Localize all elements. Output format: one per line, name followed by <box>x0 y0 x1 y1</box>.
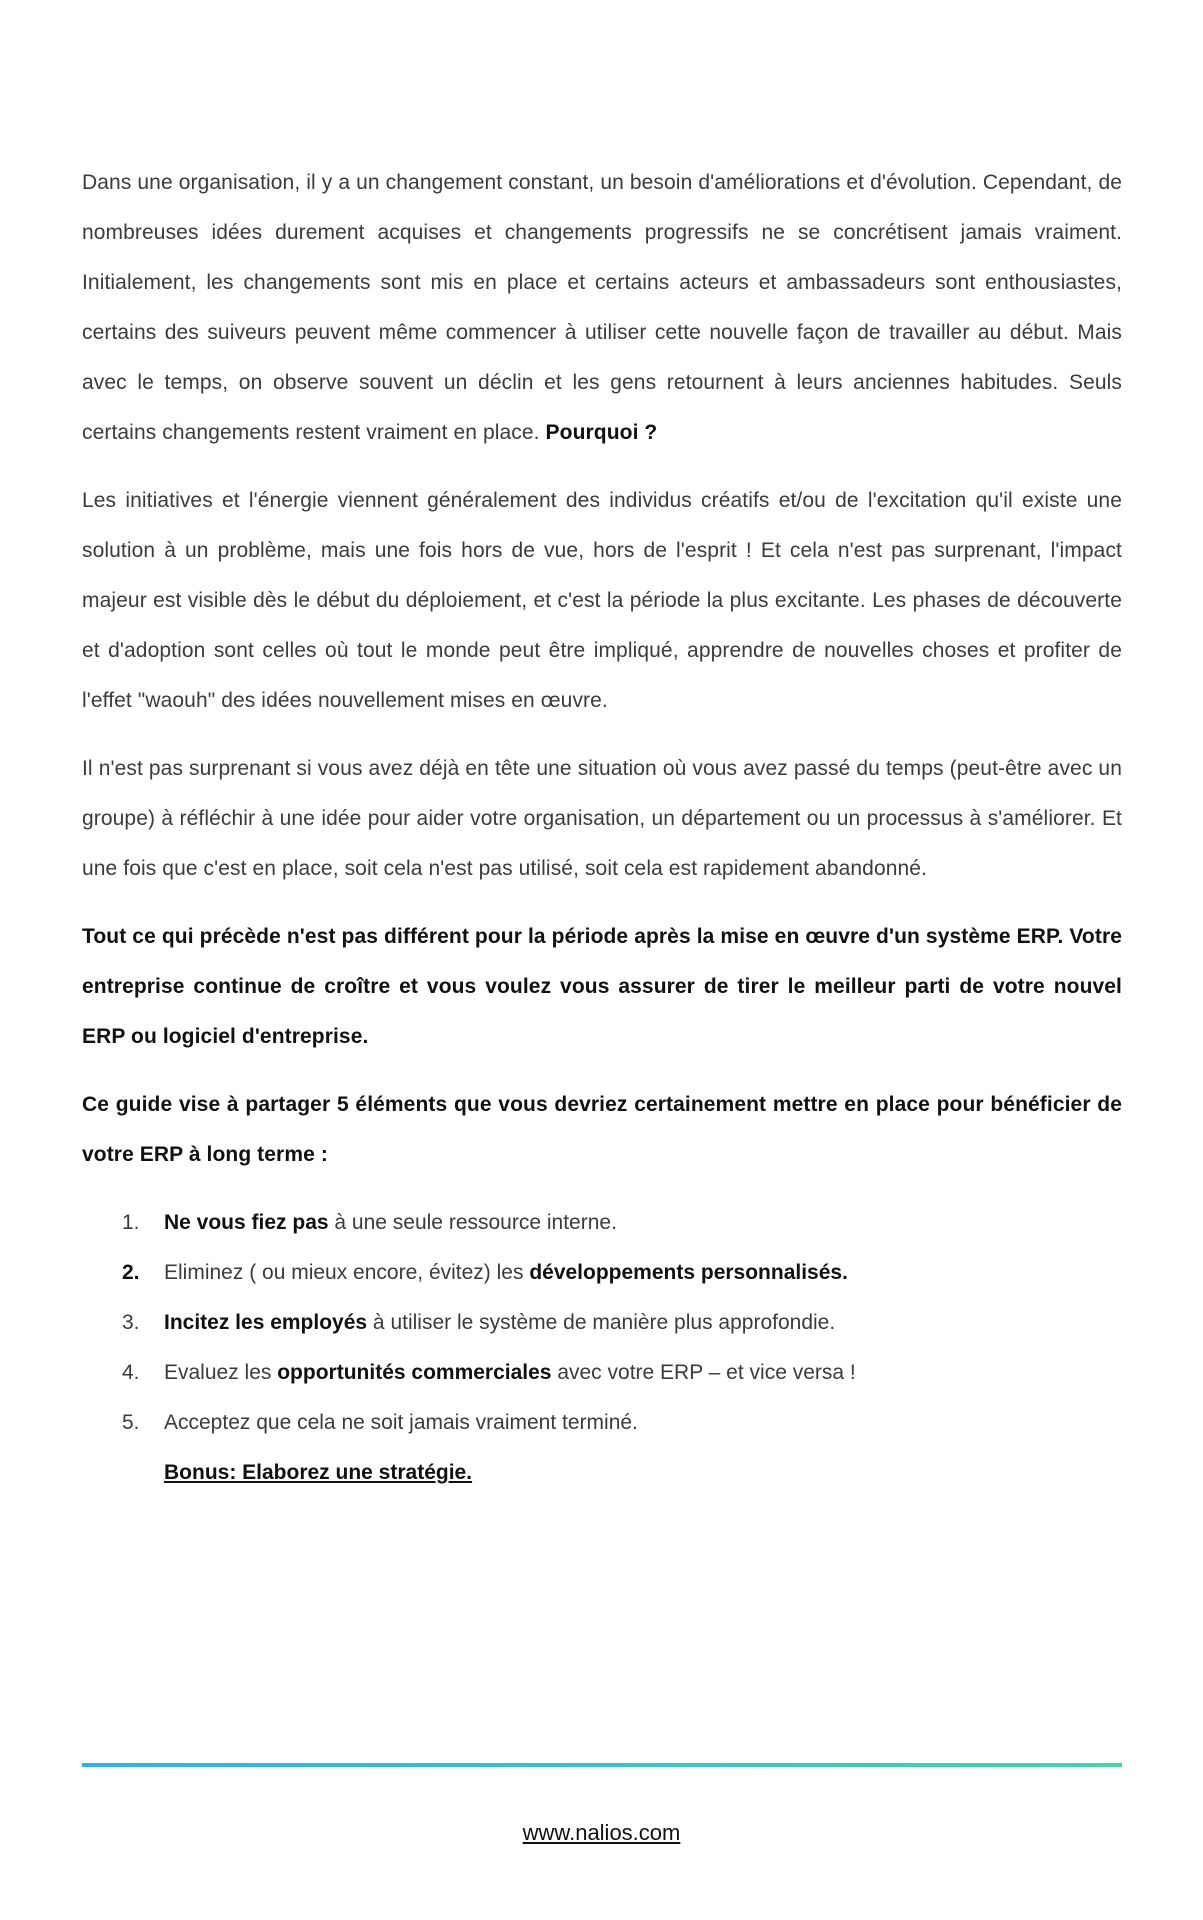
list-item <box>82 1348 1122 1398</box>
list-item-bold: opportunités commerciales <box>277 1361 552 1384</box>
list-item-bold: développements personnalisés. <box>529 1261 848 1284</box>
list-item-number: 3. <box>122 1311 140 1334</box>
list-item-after: à utiliser le système de manière plus approfondie. <box>367 1311 836 1334</box>
paragraph-situation: Il n'est pas surprenant si vous avez déjà en tête une situation où vous avez passé du temps (peut-être avec un groupe) à réfléchir à une idée pour aider votre organisation, un département ou un processus à s'améliorer. Et une fois que c'est en place, soit cela n'est pas utilisé, soit cela est rapidement abandonné. <box>82 757 1122 880</box>
list-item-number: 5. <box>122 1411 140 1434</box>
list-item <box>82 1198 1122 1248</box>
paragraph-guide: Ce guide vise à partager 5 éléments que vous devriez certainement mettre en place pour bénéficier de votre ERP à long terme : <box>82 1093 1122 1166</box>
list-item-number: 2. <box>122 1261 140 1284</box>
list-item-number: 1. <box>122 1211 140 1234</box>
paragraph-initiatives: Les initiatives et l'énergie viennent généralement des individus créatifs et/ou de l'excitation qu'il existe une solution à un problème, mais une fois hors de vue, hors de l'esprit ! Et cela n'est pas surprenant, l'impact majeur est visible dès le début du déploiement, et c'est la période la plus excitante. Les phases de découverte et d'adoption sont celles où tout le monde peut être impliqué, apprendre de nouvelles choses et profiter de l'effet "waouh" des idées nouvellement mises en œuvre. <box>82 489 1122 712</box>
list-item-bold: Ne vous fiez pas <box>164 1211 329 1234</box>
footer-divider <box>82 1763 1122 1767</box>
paragraph-intro-question: Pourquoi ? <box>545 421 658 444</box>
list-item-after: avec votre ERP – et vice versa ! <box>551 1361 856 1384</box>
list-item-number: 4. <box>122 1361 140 1384</box>
elements-list <box>82 1198 1122 1448</box>
list-item-bold: Incitez les employés <box>164 1311 368 1334</box>
bonus-link[interactable]: Bonus: Elaborez une stratégie. <box>164 1461 473 1484</box>
paragraph-intro-text: Dans une organisation, il y a un changement constant, un besoin d'améliorations et d'évolution. Cependant, de nombreuses idées durement acquises et changements progressifs ne se concrétisent jamais vraiment. Initialement, les changements sont mis en place et certains acteurs et ambassadeurs sont enthousiastes, certains des suiveurs peuvent même commencer à utiliser cette nouvelle façon de travailler au début. Mais avec le temps, on observe souvent un déclin et les gens retournent à leurs anciennes habitudes. Seuls certains changements restent vraiment en place. <box>82 171 1122 444</box>
list-item <box>82 1298 1122 1348</box>
list-item-before: Evaluez les <box>164 1361 278 1384</box>
list-item <box>82 1248 1122 1298</box>
list-item-before: Eliminez ( ou mieux encore, évitez) les <box>164 1261 530 1284</box>
list-item-after: à une seule ressource interne. <box>328 1211 617 1234</box>
paragraph-intro <box>82 158 1122 458</box>
paragraph-erp: Tout ce qui précède n'est pas différent pour la période après la mise en œuvre d'un système ERP. Votre entreprise continue de croître et vous voulez vous assurer de tirer le meilleur parti de votre nouvel ERP ou logiciel d'entreprise. <box>82 925 1122 1048</box>
list-item-before: Acceptez que cela ne soit jamais vraiment terminé. <box>164 1411 638 1434</box>
list-item <box>82 1398 1122 1448</box>
website-link[interactable]: www.nalios.com <box>522 1820 681 1845</box>
document-body <box>82 158 1122 1498</box>
